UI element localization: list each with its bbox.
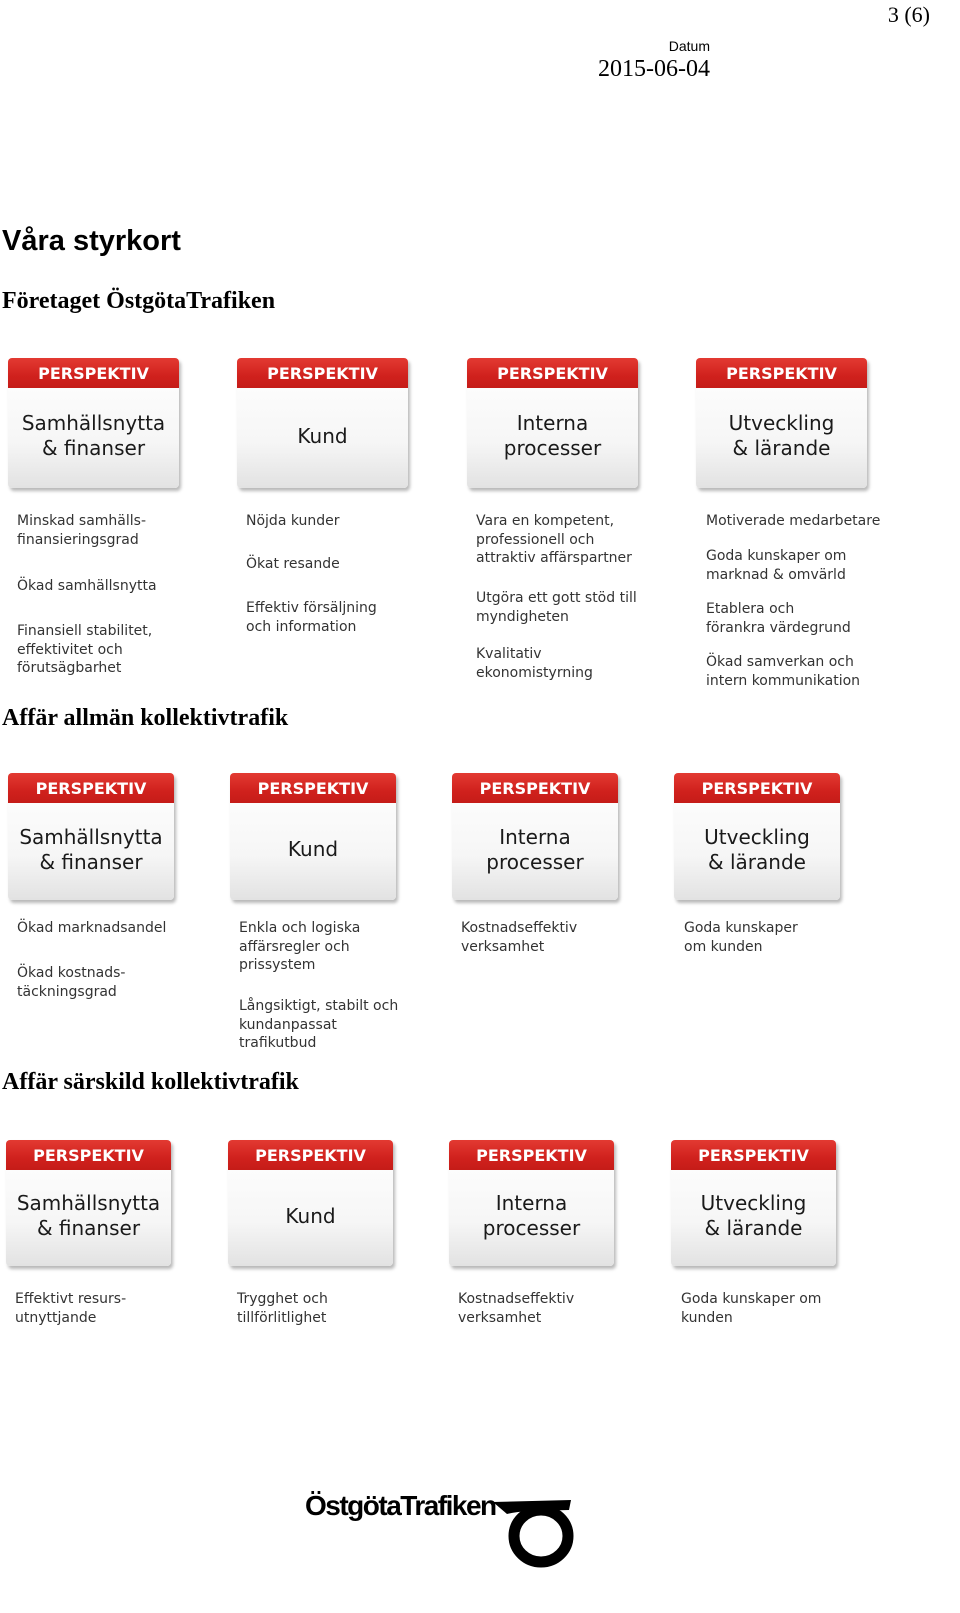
perspective-band: PERSPEKTIV [467,358,638,388]
goal-item: Kostnadseffektiv verksamhet [458,1291,575,1326]
goal-item: Utgöra ett gott stöd till myndigheten [476,590,637,625]
goal-item: Vara en kompetent, professionell och attraktiv affärspartner [476,513,632,566]
goal-item: Långsiktigt, stabilt och kundanpassat trafikutbud [239,998,399,1051]
perspective-card-learning [674,773,840,900]
perspective-card-processes [449,1140,614,1266]
goal-item: Goda kunskaper om kunden [684,920,798,955]
goal-item: Kvalitativ ekonomistyrning [476,646,593,681]
perspective-band: PERSPEKTIV [6,1140,171,1170]
goal-item: Kostnadseffektiv verksamhet [461,920,578,955]
perspective-card-customer [230,773,396,900]
goal-item: Effektivt resurs- utnyttjande [15,1291,127,1326]
perspective-card-learning [671,1140,836,1266]
perspective-title: Kund [285,1203,336,1228]
ostgotatrafiken-logo [305,1488,575,1568]
perspective-title: Kund [297,423,348,448]
perspective-band: PERSPEKTIV [671,1140,836,1170]
perspective-title: Utveckling & lärande [728,411,835,460]
goal-item: Nöjda kunder [246,513,340,529]
goal-item: Ökad marknadsandel [17,920,167,936]
perspective-band: PERSPEKTIV [452,773,618,803]
perspective-band: PERSPEKTIV [674,773,840,803]
goal-item: Goda kunskaper om kunden [681,1291,822,1326]
goal-item: Minskad samhälls- finansieringsgrad [17,513,147,548]
perspective-band: PERSPEKTIV [696,358,867,388]
perspective-title: Utveckling & lärande [700,1191,807,1240]
goal-item: Finansiell stabilitet, effektivitet och förutsägbarhet [17,623,153,676]
goal-item: Trygghet och tillförlitlighet [237,1291,328,1326]
goal-item: Ökad kostnads- täckningsgrad [17,965,126,1000]
perspective-card-finance [8,358,179,488]
perspective-band: PERSPEKTIV [8,358,179,388]
perspective-card-finance [8,773,174,900]
goal-item: Ökad samverkan och intern kommunikation [706,654,861,689]
goal-item: Motiverade medarbetare [706,513,881,529]
section-heading-company: Företaget ÖstgötaTrafiken [2,288,276,314]
goal-item: Ökad samhällsnytta [17,578,157,594]
perspective-band: PERSPEKTIV [230,773,396,803]
perspective-band: PERSPEKTIV [237,358,408,388]
perspective-band: PERSPEKTIV [449,1140,614,1170]
perspective-title: Interna processer [503,411,602,460]
goal-item: Enkla och logiska affärsregler och prissystem [239,920,361,973]
perspective-card-finance [6,1140,171,1266]
perspective-card-processes [467,358,638,488]
perspective-band: PERSPEKTIV [8,773,174,803]
perspective-title: Samhällsnytta & finanser [16,1191,161,1240]
goal-item: Ökat resande [246,556,340,572]
logo-wordmark: ÖstgötaTrafiken [305,1490,496,1521]
perspective-title: Kund [287,837,339,861]
perspective-title: Samhällsnytta & finanser [19,824,163,874]
perspective-card-processes [452,773,618,900]
perspective-title: Interna processer [486,824,584,874]
page-number: 3 (6) [887,2,930,27]
perspective-card-learning [696,358,867,488]
perspective-title: Utveckling & lärande [704,824,810,874]
date-label: Datum [668,38,710,54]
goal-item: Goda kunskaper om marknad & omvärld [706,548,847,583]
logo-symbol-icon [485,1488,575,1568]
section-heading-special-transport: Affär särskild kollektivtrafik [2,1069,299,1095]
goal-item: Etablera och förankra värdegrund [706,601,851,636]
perspective-title: Interna processer [482,1191,581,1240]
perspective-title: Samhällsnytta & finanser [21,411,166,460]
goal-item: Effektiv försäljning och information [246,600,377,635]
section-heading-public-transport: Affär allmän kollektivtrafik [2,705,289,731]
perspective-card-customer [228,1140,393,1266]
page-title: Våra styrkort [2,225,181,257]
perspective-band: PERSPEKTIV [228,1140,393,1170]
perspective-card-customer [237,358,408,488]
date-value: 2015-06-04 [598,56,710,82]
